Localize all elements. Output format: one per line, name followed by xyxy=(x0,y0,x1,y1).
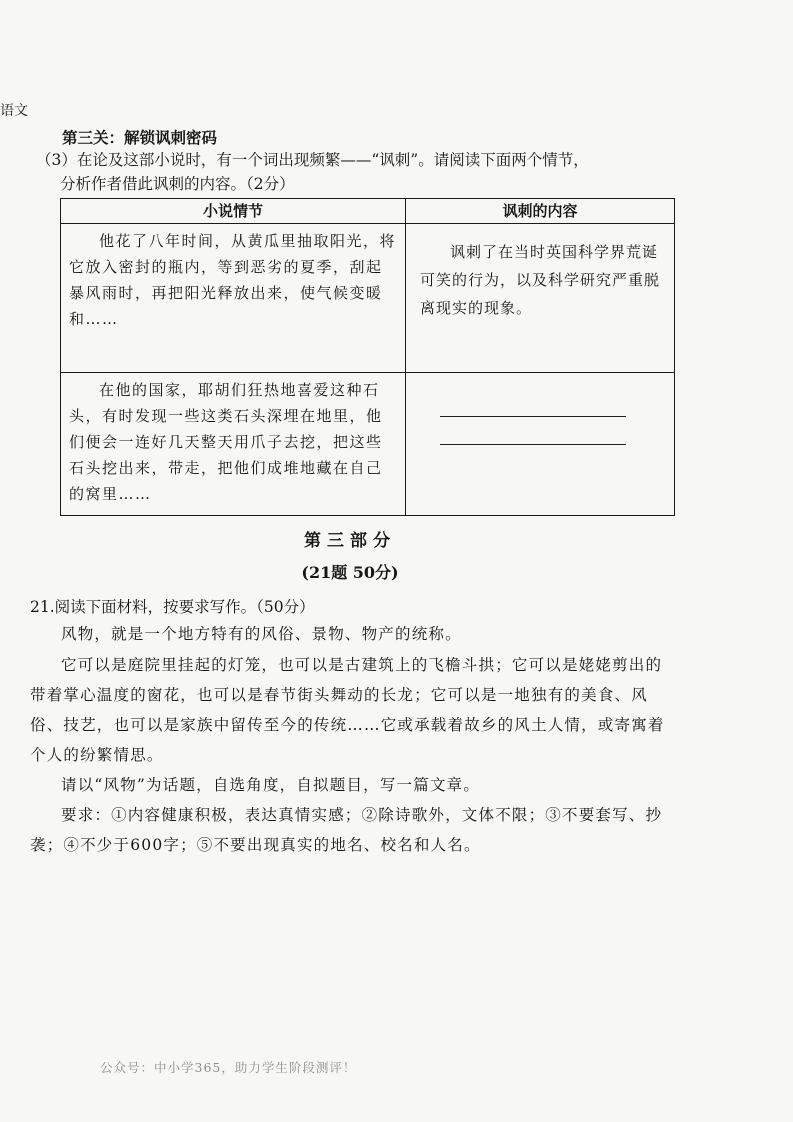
material-paragraph: 风物，就是一个地方特有的风俗、景物、物产的统称。 xyxy=(61,625,462,643)
section-heading: 第三关：解锁讽刺密码 xyxy=(62,129,218,147)
material-paragraph: 它可以是庭院里挂起的灯笼，也可以是古建筑上的飞檐斗拱；它可以是姥姥剪出的带着掌心温度的窗花，也可以是春节街头舞动的长龙；它可以是一地独有的美食、风俗、技艺，也可以是家族中留传至今的传统……它或承载着故乡的风土人情，或寄寓着个人的纷繁情思。 xyxy=(30,656,665,764)
part-subtitle: (21题 50分) xyxy=(301,563,399,582)
satire-analysis-table xyxy=(60,198,675,516)
satire-answer-cell: 讽刺了在当时英国科学界荒诞可笑的行为，以及科学研究严重脱离现实的现象。 xyxy=(406,224,675,373)
satire-blank-cell[interactable] xyxy=(406,373,675,516)
table-row xyxy=(61,373,675,516)
question-3-line-2: 分析作者借此讽刺的内容。（2分） xyxy=(60,175,295,193)
header-satire: 讽刺的内容 xyxy=(406,199,675,224)
plot-cell: 他花了八年时间，从黄瓜里抽取阳光，将它放入密封的瓶内，等到恶劣的夏季，刮起暴风雨时，再把阳光释放出来，使气候变暖和…… xyxy=(61,224,406,373)
header-plot: 小说情节 xyxy=(61,199,406,224)
writing-requirements: 要求：①内容健康积极，表达真情实感；②除诗歌外，文体不限；③不要套写、抄袭；④不少于600字；⑤不要出现真实的地名、校名和人名。 xyxy=(30,806,663,854)
corner-subject-mark: 语文 xyxy=(0,103,28,119)
plot-cell: 在他的国家，耶胡们狂热地喜爱这种石头，有时发现一些这类石头深埋在地里，他们便会一连好几天整天用爪子去挖，把这些石头挖出来，带走，把他们成堆地藏在自己的窝里…… xyxy=(61,373,406,516)
answer-blank-line[interactable] xyxy=(440,444,626,445)
answer-blank-line[interactable] xyxy=(440,416,626,417)
writing-instruction: 请以“风物”为话题，自选角度，自拟题目，写一篇文章。 xyxy=(61,776,481,794)
question-3-line-1: （3）在论及这部小说时，有一个词出现频繁——“讽刺”。请阅读下面两个情节， xyxy=(36,151,589,169)
part-title: 第三部分 xyxy=(304,531,396,551)
footer-watermark-text: 公众号：中小学365，助力学生阶段测评！ xyxy=(100,1060,357,1075)
question-21-prompt: 21.阅读下面材料，按要求写作。（50分） xyxy=(30,598,315,616)
table-row xyxy=(61,224,675,373)
